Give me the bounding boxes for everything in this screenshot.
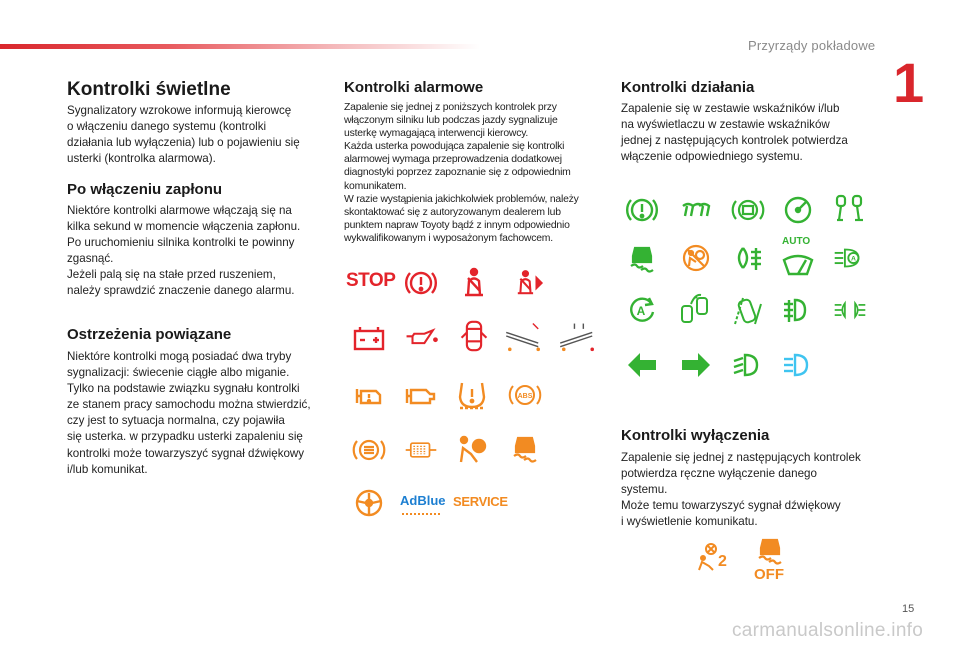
auto-stop-start-icon: [622, 292, 662, 328]
glow-plug-icon: [676, 192, 716, 228]
esp-off-icon: [750, 532, 790, 568]
adblue-icon: AdBlue: [400, 493, 446, 508]
parking-brake-icon: [622, 192, 662, 228]
auto-wiper-icon: [778, 248, 818, 284]
fog-lamp-rear-icon: [728, 240, 768, 276]
auto-headlamp-icon: [830, 240, 870, 276]
alarm-heading: Kontrolki alarmowe: [344, 79, 484, 96]
abs-icon: [505, 377, 545, 413]
header-accent-bar: [0, 44, 480, 49]
ignition-heading: Po włączeniu zapłonu: [67, 181, 223, 198]
esp-off-label: OFF: [754, 566, 784, 583]
lights-heading: Kontrolki świetlne: [67, 79, 231, 100]
skid-control-icon: [505, 430, 545, 466]
turn-right-icon: [676, 347, 716, 383]
clutch-brake-pedal-icon: [830, 190, 870, 226]
alarm-text: Zapalenie się jednej z poniższych kontrolek przy włączonym silniku lub podczas jazdy sygnalizuje usterkę wymagającą interwencji kierowcy. Każda usterka powodująca zapalenie się kontrolki alarmowej wymaga przeprowadzenia dodatkowej diagnostyki poprzez zapoznanie się z odpowiednim komunikatem. W razie wystąpienia jakichkolwiek problemów, należy skontaktować się z autoryzowanym dealerem lub punktem napraw Toyoty bądź z innym odpowiednio wykwalifikowanym i wyposażonym fachowcem.: [344, 102, 579, 244]
auto-wiper-label: AUTO: [782, 236, 811, 247]
airbag-icon: [452, 432, 492, 468]
svg-text:A: A: [850, 255, 856, 263]
particle-filter-icon: [401, 432, 441, 468]
door-open-icon: [454, 318, 494, 354]
seatbelt-icon: [454, 265, 494, 301]
warnings-text: Niektóre kontrolki mogą posiadać dwa tryby sygnalizacji: świecenie ciągłe albo miganie. Tylko na podstawie związku sygnału kontrolki ze stanem pracy samochodu można stwierdzić, czy jest to sytuacja normalna, czy pojawiła się usterka. w przypadku usterki zapaleniu się kontrolki może towarzyszyć sygnał dźwiękowy i/lub komunikat.: [67, 350, 311, 476]
side-lights-icon: [830, 292, 870, 328]
battery-icon: [349, 320, 389, 356]
front-fog-lamp-icon: [778, 292, 818, 328]
passenger-seatbelt-icon: [508, 265, 548, 301]
high-beam-icon: [778, 347, 818, 383]
lane-assist-icon: [728, 292, 768, 328]
speed-limiter-icon: [778, 192, 818, 228]
service-icon: SERVICE: [453, 494, 508, 509]
lights-intro: Sygnalizatory wzrokowe informują kierowcę o włączeniu danego systemu (kontrolki działania lub wyłączenia) lub o pojawieniu się usterki (kontrolka alarmowa).: [67, 104, 300, 166]
adblue-wave: [402, 509, 440, 515]
ignition-text: Niektóre kontrolki alarmowe włączają się na kilka sekund w momencie włączenia zapłonu. Po uruchomieniu silnika kontrolki te powinny zgasnąć. Jeżeli palą się na stałe przed ruszeniem, należy sprawdzić znaczenie danego alarmu.: [67, 204, 301, 298]
airbag-off-icon: [676, 240, 716, 276]
chapter-number: 1: [893, 51, 925, 114]
stop-icon: STOP: [346, 270, 396, 291]
brake-assist-icon: [349, 432, 389, 468]
warnings-heading: Ostrzeżenia powiązane: [67, 326, 232, 343]
watermark: carmanualsonline.info: [732, 620, 924, 641]
gauge-temperature-icon: [554, 318, 602, 354]
parking-sensor-icon: [676, 292, 716, 328]
stability-control-icon: [622, 240, 662, 276]
brake-warning-icon: [401, 265, 441, 301]
power-steering-icon: [349, 485, 389, 521]
svg-text:ABS: ABS: [517, 393, 533, 400]
svg-text:A: A: [636, 304, 646, 318]
tyre-pressure-icon: [452, 377, 492, 413]
oil-pressure-icon: [401, 320, 441, 356]
function-heading: Kontrolki działania: [621, 79, 755, 96]
section-title: Przyrządy pokładowe: [748, 38, 876, 53]
check-engine-icon: [401, 377, 441, 413]
cruise-brake-icon: [728, 192, 768, 228]
gauge-warning-icon: [500, 318, 548, 354]
turn-left-icon: [622, 347, 662, 383]
airbag-off-number: 2: [718, 553, 727, 570]
off-text: Zapalenie się jednej z następujących kontrolek potwierdza ręczne wyłączenie danego systemu. Może temu towarzyszyć sygnał dźwiękowy i wyświetlenie komunikatu.: [621, 451, 861, 529]
off-heading: Kontrolki wyłączenia: [621, 427, 770, 444]
page-number: 15: [902, 603, 915, 615]
function-text: Zapalenie się w zestawie wskaźników i/lub na wyświetlaczu w zestawie wskaźników jednej z następujących kontrolek potwierdza włączenie odpowiedniego systemu.: [621, 102, 848, 164]
engine-warning-icon: [349, 377, 389, 413]
low-beam-icon: [728, 347, 768, 383]
